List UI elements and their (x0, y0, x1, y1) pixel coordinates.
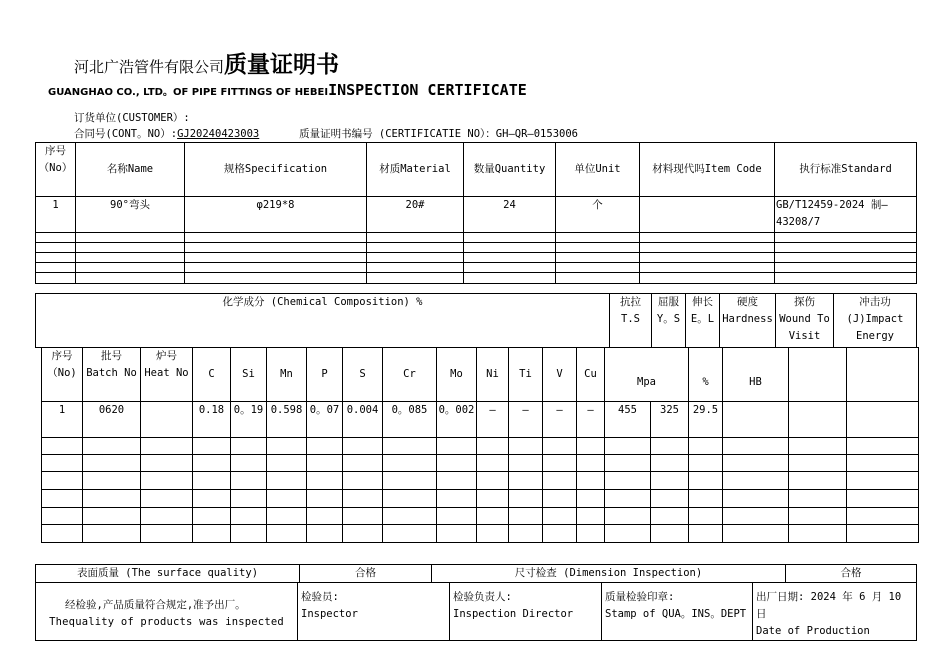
cell: 0。002 (437, 402, 477, 438)
contract-number: GJ20240423003 (177, 128, 260, 140)
header-hardness: 硬度 Hardness (720, 294, 776, 348)
cell: 29.5 (689, 402, 723, 438)
production-date-cn: 出厂日期: 2024 年 6 月 10 日 (756, 591, 902, 620)
certificate-title-cn: 质量证明书 (224, 52, 340, 78)
signature-row (36, 583, 917, 641)
unit-percent: % (689, 348, 723, 402)
unit-mpa: Mpa (605, 348, 689, 402)
header-item-code: 材料现代吗Item Code (640, 143, 775, 197)
chem-table (35, 293, 917, 348)
chem-data-table (41, 347, 919, 543)
stamp-en: Stamp of QUA。INS。DEPT (605, 608, 747, 620)
stamp-cn: 质量检验印章: (605, 591, 675, 603)
inspector-cell (298, 583, 450, 641)
chem-title-row (36, 294, 917, 348)
cell-quantity: 24 (464, 197, 556, 233)
table-row (42, 490, 919, 508)
header-no: 序号（No） (36, 143, 76, 197)
dimension-inspection-result: 合格 (786, 565, 917, 583)
contract-line (74, 126, 578, 141)
production-date-en: Date of Production (756, 625, 870, 637)
company-name-en: GUANGHAO CO., LTD。OF PIPE FITTINGS OF HEBEI (48, 87, 329, 98)
dimension-inspection-label: 尺寸检查 (Dimension Inspection) (432, 565, 786, 583)
header-spec: 规格Specification (185, 143, 367, 197)
header-mn: Mn (267, 348, 307, 402)
header-name: 名称Name (76, 143, 185, 197)
header-no: 序号（No) (42, 348, 83, 402)
table-row (42, 402, 919, 438)
cert-number: GH—QR—0153006 (495, 128, 578, 140)
cell (847, 402, 919, 438)
cell: — (577, 402, 605, 438)
header-quantity: 数量Quantity (464, 143, 556, 197)
cell: — (543, 402, 577, 438)
table-row (42, 472, 919, 490)
cell: — (477, 402, 509, 438)
company-name-cn: 河北广浩管件有限公司 (74, 58, 225, 76)
header-tensile: 抗拉 T.S (610, 294, 652, 348)
statement-en: Thequality of products was inspected (49, 615, 284, 628)
cell (723, 402, 789, 438)
header-s: S (343, 348, 383, 402)
cell-spec: φ219*8 (185, 197, 367, 233)
header-ti: Ti (509, 348, 543, 402)
table-row (42, 508, 919, 525)
statement-cell (36, 583, 298, 641)
header-mo: Mo (437, 348, 477, 402)
cell: 455 (605, 402, 651, 438)
header-material: 材质Material (367, 143, 464, 197)
product-header-row (36, 143, 917, 197)
signature-table (35, 582, 917, 641)
cell: 0。085 (383, 402, 437, 438)
header-si: Si (231, 348, 267, 402)
quality-row-table (35, 564, 917, 583)
customer-label: 订货单位(CUSTOMER）: (74, 112, 190, 124)
cell (789, 402, 847, 438)
director-cn: 检验负责人: (453, 591, 512, 603)
quality-row (36, 565, 917, 583)
cell: 1 (42, 402, 83, 438)
header-heat: 炉号 Heat No (141, 348, 193, 402)
chem-header-row (42, 348, 919, 402)
header-ni: Ni (477, 348, 509, 402)
table-row (36, 233, 917, 243)
cell (141, 402, 193, 438)
contract-label: 合同号(CONT。NO）: (74, 128, 178, 140)
product-table (35, 142, 917, 284)
cell-name: 90°弯头 (76, 197, 185, 233)
table-row (42, 455, 919, 472)
chem-title: 化学成分 (Chemical Composition) % (36, 294, 610, 348)
header-elongation: 伸长 E。L (686, 294, 720, 348)
cell-material: 20# (367, 197, 464, 233)
cell: 0620 (83, 402, 141, 438)
certificate-title-en: INSPECTION CERTIFICATE (328, 81, 527, 99)
cell-item-code (640, 197, 775, 233)
cell: 0。19 (231, 402, 267, 438)
document-subtitle (48, 81, 527, 99)
cell: 325 (651, 402, 689, 438)
director-cell (450, 583, 602, 641)
header-v: V (543, 348, 577, 402)
table-row (36, 243, 917, 253)
statement-cn: 经检验,产品质量符合规定,准予出厂。 (65, 598, 246, 611)
surface-quality-result: 合格 (300, 565, 432, 583)
cell: 0.18 (193, 402, 231, 438)
unit-hb: HB (723, 348, 789, 402)
surface-quality-label: 表面质量 (The surface quality) (36, 565, 300, 583)
header-unit: 单位Unit (556, 143, 640, 197)
cell: 0。07 (307, 402, 343, 438)
cell: 0.004 (343, 402, 383, 438)
header-p: P (307, 348, 343, 402)
director-en: Inspection Director (453, 608, 574, 620)
cell-unit: 个 (556, 197, 640, 233)
header-batch: 批号 Batch No (83, 348, 141, 402)
header-impact: 冲击功 (J)Impact Energy (834, 294, 917, 348)
stamp-cell (602, 583, 753, 641)
date-cell (753, 583, 917, 641)
table-row (36, 273, 917, 284)
table-row (42, 525, 919, 543)
table-row (42, 438, 919, 455)
cell: — (509, 402, 543, 438)
header-c: C (193, 348, 231, 402)
cell-standard: GB/T12459-2024 制—43208/7 (775, 197, 917, 233)
header-cr: Cr (383, 348, 437, 402)
table-row (36, 253, 917, 263)
header-yield: 屈服 Y。S (652, 294, 686, 348)
cert-label: 质量证明书编号 (CERTIFICATIE NO）： (299, 128, 496, 140)
table-row (36, 263, 917, 273)
cell-no: 1 (36, 197, 76, 233)
header-standard: 执行标准Standard (775, 143, 917, 197)
document-title (74, 46, 339, 79)
header-cu: Cu (577, 348, 605, 402)
header-wound: 探伤 Wound To Visit (776, 294, 834, 348)
inspector-cn: 检验员: (301, 591, 339, 603)
table-row (36, 197, 917, 233)
cell: 0.598 (267, 402, 307, 438)
inspector-en: Inspector (301, 608, 358, 620)
